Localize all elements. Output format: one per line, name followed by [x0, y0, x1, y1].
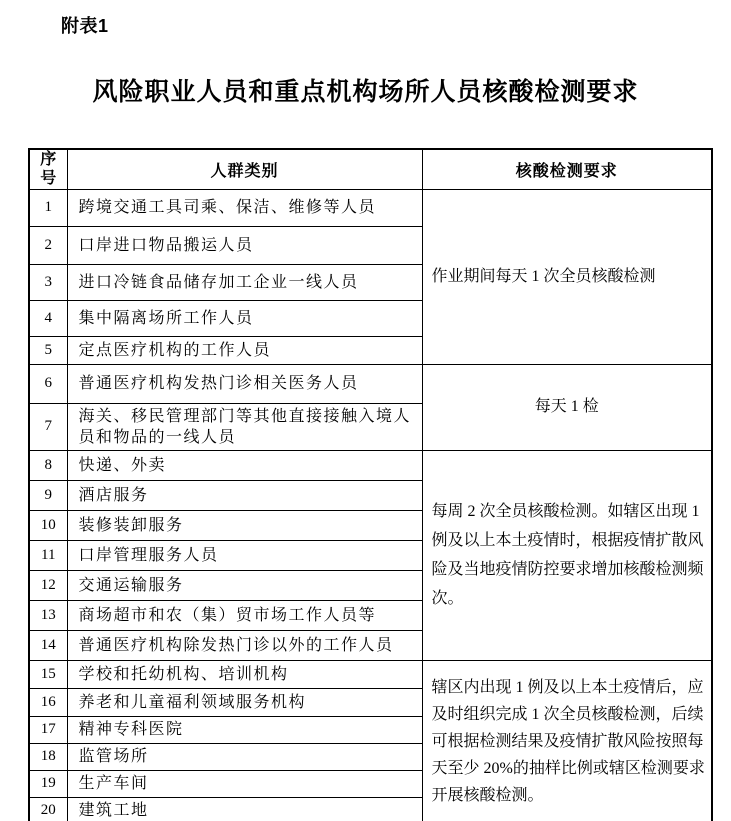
row-number-cell: 4 — [29, 300, 67, 336]
category-cell: 酒店服务 — [67, 480, 422, 510]
row-number-cell: 7 — [29, 403, 67, 450]
table-row — [29, 189, 712, 226]
category-cell: 养老和儿童福利领域服务机构 — [67, 688, 422, 716]
annex-label: 附表1 — [61, 16, 109, 36]
table-row — [29, 364, 712, 403]
header-index — [29, 149, 67, 189]
row-number-cell: 17 — [29, 716, 67, 743]
category-cell: 学校和托幼机构、培训机构 — [67, 660, 422, 688]
requirement-cell: 辖区内出现 1 例及以上本土疫情后，应及时组织完成 1 次全员核酸检测，后续可根据检测结果及疫情扩散风险按照每天至少 20%的抽样比例或辖区检测要求开展核酸检测。 — [422, 660, 712, 821]
row-number-cell: 18 — [29, 743, 67, 770]
row-number-cell: 13 — [29, 600, 67, 630]
header-category: 人群类别 — [67, 149, 422, 189]
page-title: 风险职业人员和重点机构场所人员核酸检测要求 — [92, 78, 639, 106]
row-number-cell: 14 — [29, 630, 67, 660]
row-number-cell: 8 — [29, 450, 67, 480]
row-number-cell: 12 — [29, 570, 67, 600]
category-cell: 海关、移民管理部门等其他直接接触入境人员和物品的一线人员 — [67, 403, 422, 450]
row-number-cell: 15 — [29, 660, 67, 688]
row-number-cell: 11 — [29, 540, 67, 570]
category-cell: 普通医疗机构发热门诊相关医务人员 — [67, 364, 422, 403]
table-header-row — [29, 149, 712, 189]
requirement-cell: 每周 2 次全员核酸检测。如辖区出现 1 例及以上本土疫情时，根据疫情扩散风险及当地疫情防控要求增加核酸检测频次。 — [422, 450, 712, 660]
header-requirement: 核酸检测要求 — [422, 149, 712, 189]
row-number-cell: 20 — [29, 797, 67, 821]
category-cell: 交通运输服务 — [67, 570, 422, 600]
row-number-cell: 16 — [29, 688, 67, 716]
category-cell: 商场超市和农（集）贸市场工作人员等 — [67, 600, 422, 630]
category-cell: 普通医疗机构除发热门诊以外的工作人员 — [67, 630, 422, 660]
header-index-label: 序号 — [40, 151, 57, 188]
row-number-cell: 1 — [29, 189, 67, 226]
row-number-cell: 10 — [29, 510, 67, 540]
category-cell: 精神专科医院 — [67, 716, 422, 743]
row-number-cell: 19 — [29, 770, 67, 797]
row-number-cell: 2 — [29, 226, 67, 264]
table-row — [29, 660, 712, 688]
category-cell: 口岸管理服务人员 — [67, 540, 422, 570]
category-cell: 装修装卸服务 — [67, 510, 422, 540]
category-cell: 监管场所 — [67, 743, 422, 770]
category-cell: 集中隔离场所工作人员 — [67, 300, 422, 336]
category-cell: 进口冷链食品储存加工企业一线人员 — [67, 264, 422, 300]
table-row — [29, 450, 712, 480]
category-cell: 定点医疗机构的工作人员 — [67, 336, 422, 364]
category-cell: 生产车间 — [67, 770, 422, 797]
category-cell: 跨境交通工具司乘、保洁、维修等人员 — [67, 189, 422, 226]
row-number-cell: 9 — [29, 480, 67, 510]
row-number-cell: 6 — [29, 364, 67, 403]
requirements-table — [28, 148, 713, 821]
category-cell: 口岸进口物品搬运人员 — [67, 226, 422, 264]
row-number-cell: 5 — [29, 336, 67, 364]
requirement-cell: 每天 1 检 — [422, 364, 712, 450]
row-number-cell: 3 — [29, 264, 67, 300]
category-cell: 建筑工地 — [67, 797, 422, 821]
requirement-cell: 作业期间每天 1 次全员核酸检测 — [422, 189, 712, 364]
category-cell: 快递、外卖 — [67, 450, 422, 480]
